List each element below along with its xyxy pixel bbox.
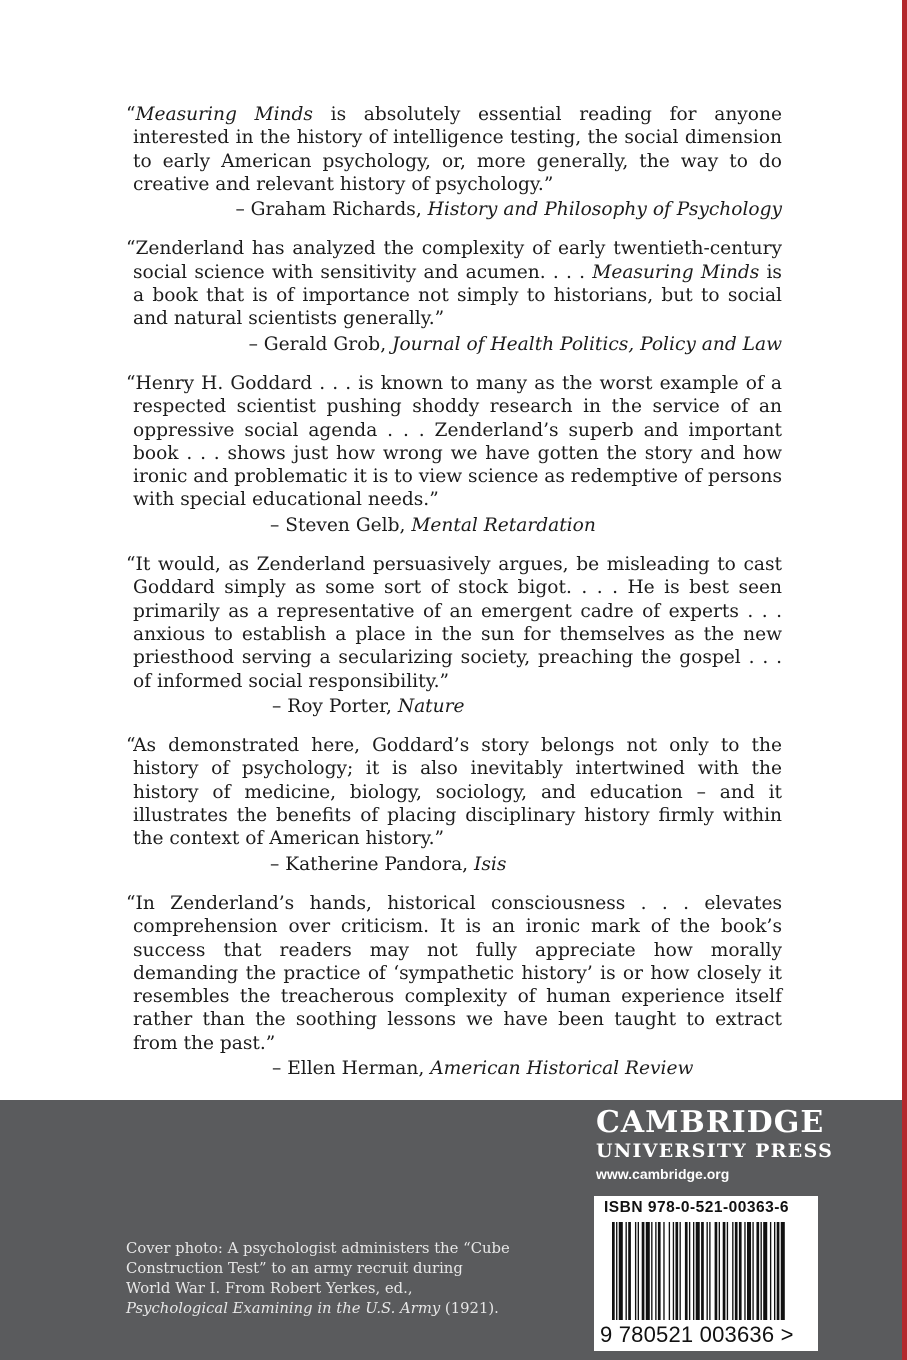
barcode-bar: [781, 1222, 785, 1320]
quote-attribution: [126, 853, 782, 876]
isbn-barcode: [594, 1196, 818, 1351]
quote-body: “Zenderland has analyzed the complexity of early twentieth-century social science with sensitivity and acumen. . . .: [126, 238, 782, 283]
publisher-url: www.cambridge.org: [596, 1166, 730, 1182]
barcode-bar: [689, 1222, 690, 1320]
quote-source: Isis: [474, 853, 507, 875]
quote-source: Nature: [397, 695, 465, 717]
quote-text: [126, 237, 782, 330]
barcode-bar: [715, 1222, 718, 1320]
quote-source: History and Philosophy of Psychology: [427, 199, 782, 221]
barcode-bar: [763, 1222, 767, 1320]
publisher-subtitle: UNIVERSITY PRESS: [596, 1140, 834, 1162]
quote-porter: [126, 553, 782, 718]
barcode-bar: [701, 1222, 704, 1320]
cover-photo-note: [126, 1239, 511, 1319]
barcode-bar: [655, 1222, 656, 1320]
barcode-bar: [612, 1222, 615, 1320]
quote-text: “In Zenderland’s hands, historical consciousness . . . elevates comprehension over criticism. It is an ironic mark of the book’s success that readers may not fully appreciate how morally demanding the practice of ‘sympathetic history’ is or how closely it resembles the treacherous complexity of human experience itself rather than the soothing lessons we have been taught to extract from the past.”: [126, 892, 782, 1054]
barcode-bar: [707, 1222, 708, 1320]
barcode-bar: [719, 1222, 720, 1320]
quote-book-title: Measuring Minds: [592, 261, 760, 283]
barcode-bar: [635, 1222, 636, 1320]
barcode-bar: [673, 1222, 674, 1320]
quote-attribution: [126, 514, 782, 537]
barcode-bar: [774, 1222, 775, 1320]
quote-attribution: [126, 1057, 782, 1080]
quote-book-title: Measuring Minds: [135, 104, 313, 125]
barcode-bar: [735, 1222, 738, 1320]
quote-author: – Graham Richards,: [235, 199, 428, 221]
barcode-bar: [756, 1222, 759, 1320]
quote-author: – Roy Porter,: [272, 695, 398, 717]
publisher-logo: [596, 1106, 836, 1182]
quote-source: Journal of Health Politics, Policy and Law: [392, 333, 782, 355]
quote-text: “It would, as Zenderland persuasively argues, be misleading to cast Goddard simply as some sort of stock bigot. . . . He is best seen primarily as a representative of an emergent cadre of experts . . . anxious to establish a place in the sun for themselves as the new priesthood serving a secularizing society, preaching the gospel . . . of informed social responsibility.”: [126, 554, 782, 692]
barcode-bar: [685, 1222, 688, 1320]
barcode-bar: [777, 1222, 780, 1320]
barcode-bar: [739, 1222, 742, 1320]
barcode-bar: [747, 1222, 751, 1320]
barcode-bar: [770, 1222, 771, 1320]
quote-text: “As demonstrated here, Goddard’s story belongs not only to the history of psychology; it is also inevitably intertwined with the history of medicine, biology, sociology, and education – and it illustrates the benefits of placing disciplinary history firmly within the context of American history.”: [126, 735, 782, 850]
barcode-bar: [675, 1222, 678, 1320]
quote-author: – Steven Gelb,: [270, 514, 412, 536]
barcode-bar: [616, 1222, 617, 1320]
quote-herman: [126, 892, 782, 1080]
quote-source: Mental Retardation: [411, 514, 596, 536]
barcode-bar: [642, 1222, 645, 1320]
quote-richards: [126, 103, 782, 221]
barcode-bar: [669, 1222, 670, 1320]
quote-attribution: [126, 333, 782, 356]
quote-author: – Gerald Grob,: [248, 333, 393, 355]
barcode-bar: [752, 1222, 753, 1320]
barcode-bar: [744, 1222, 745, 1320]
quote-author: – Ellen Herman,: [272, 1057, 431, 1079]
barcode-bar: [693, 1222, 694, 1320]
barcode-bar: [761, 1222, 762, 1320]
cover-note-year: (1921).: [440, 1300, 499, 1317]
barcode-bar: [663, 1222, 664, 1320]
quote-body: is absolutely essential reading for anyone interested in the history of intelligence testing, the social dimension to early American psychology, or, more generally, the way to do creative and relevant history of psychology.”: [133, 104, 782, 195]
quote-pandora: [126, 734, 782, 876]
red-spine-edge: [902, 0, 907, 1360]
quote-author: – Katherine Pandora,: [270, 853, 474, 875]
quote-body-end: is a book that is of importance not simply to historians, but to social and natural scientists generally.”: [133, 261, 782, 330]
barcode-digits: 9 780521 003636 >: [600, 1322, 794, 1347]
barcode-bar: [646, 1222, 650, 1320]
quote-grob: [126, 237, 782, 355]
quote-text: “Henry H. Goddard . . . is known to many as the worst example of a respected scientist pushing shoddy research in the service of an oppressive social agenda . . . Zenderland’s superb and important book . . . shows just how wrong we have gotten the story and how ironic and problematic it is to view science as redemptive of persons with special educational needs.”: [126, 372, 782, 511]
cover-note-book-title: Psychological Examining in the U.S. Army: [126, 1300, 441, 1317]
quote-attribution: [126, 695, 782, 718]
barcode-bar: [658, 1222, 661, 1320]
quote-attribution: [126, 198, 782, 221]
barcode-bar: [619, 1222, 623, 1320]
barcode-bar: [732, 1222, 733, 1320]
footer-band: [0, 1100, 902, 1360]
quote-source: American Historical Review: [430, 1057, 694, 1079]
cover-note-text: Cover photo: A psychologist administers the “Cube Construction Test” to an army recruit during World War I. From Robert Yerkes, ed.,: [126, 1240, 510, 1297]
publisher-name: CAMBRIDGE: [596, 1105, 825, 1140]
quote-gelb: [126, 372, 782, 537]
barcode-bar: [723, 1222, 726, 1320]
barcode-bar: [709, 1222, 710, 1320]
barcode-bar: [626, 1222, 627, 1320]
barcode-bar: [680, 1222, 681, 1320]
barcode-bar: [638, 1222, 639, 1320]
barcode-bar: [696, 1222, 700, 1320]
barcode-bar: [651, 1222, 652, 1320]
isbn-label: ISBN 978-0-521-00363-6: [604, 1199, 790, 1216]
barcode-bar: [628, 1222, 631, 1320]
barcode-bar: [727, 1222, 728, 1320]
review-quotes: [126, 103, 782, 1096]
quote-text: “Measuring Minds is absolutely essential reading for anyone interested in the history of intelligence testing, the social dimension to early American psychology, or, more generally, the way to do creative and relevant history of psychology.”: [126, 104, 782, 195]
